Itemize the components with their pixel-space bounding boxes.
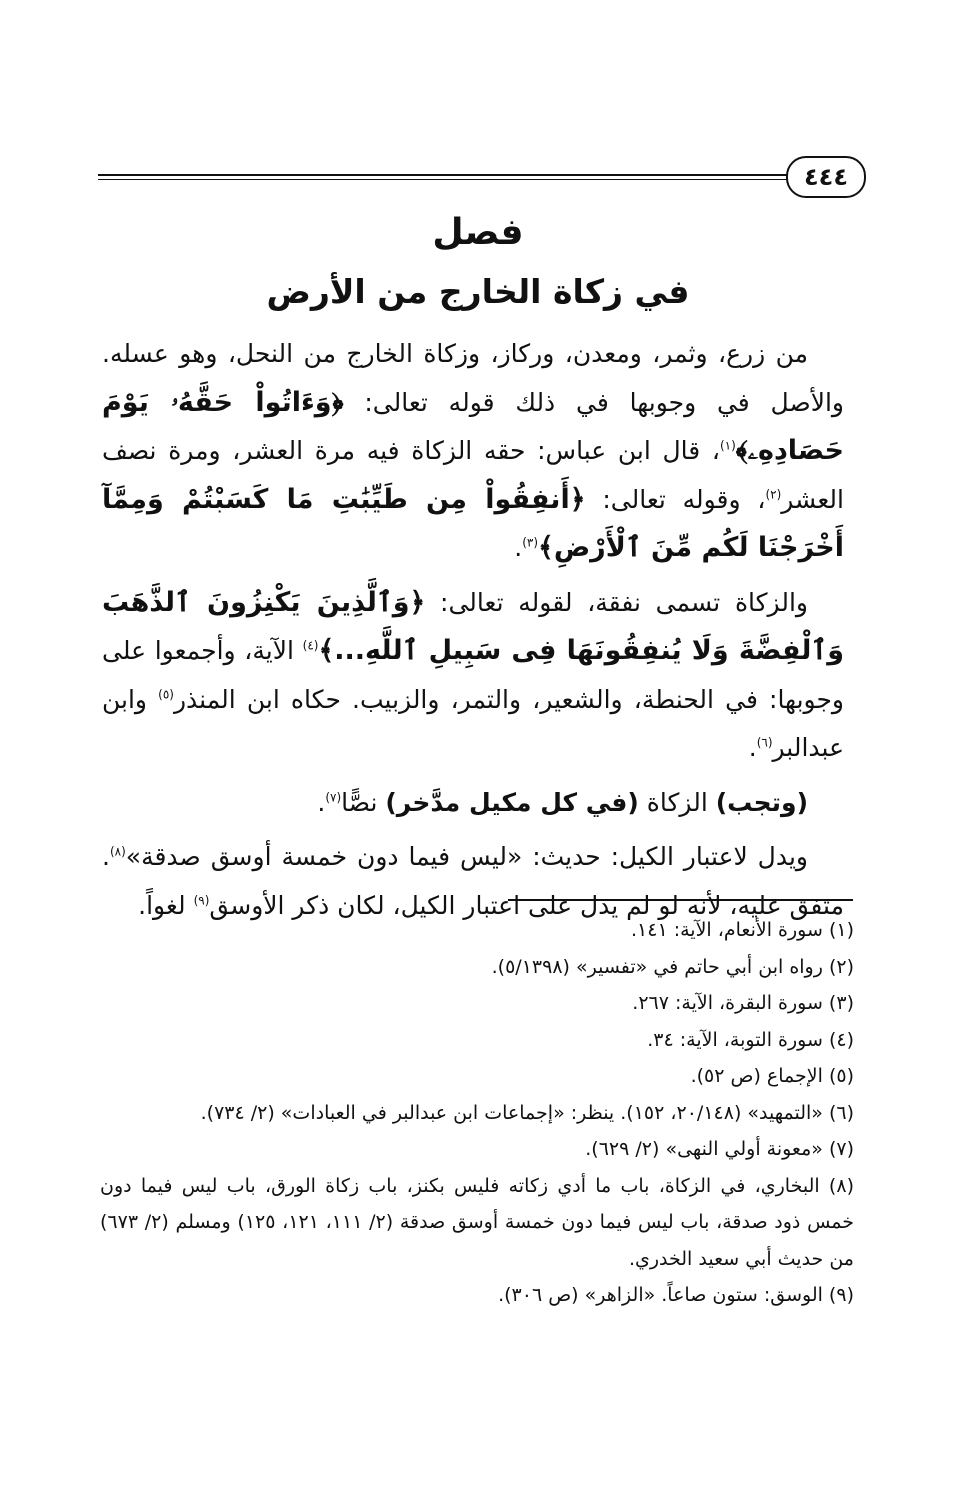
footnote-2: (٢) رواه ابن أبي حاتم في «تفسير» (٥/١٣٩٨). xyxy=(491,955,854,978)
page-number: ٤٤٤ xyxy=(786,156,866,198)
footnote-ref: (٤) xyxy=(302,638,319,653)
paragraph-3: (وتجب) الزكاة (في كل مكيل مدَّخر) نصًّا$^{(٧)}$. xyxy=(317,787,808,817)
paragraph-2: والزكاة تسمى نفقة، لقوله تعالى: ﴿وَٱلَّذِينَ يَكْنِزُونَ ٱلذَّهَبَ وَٱلْفِضَّةَ وَلَا يُنفِقُونَهَا فِى سَبِيلِ ٱللَّهِ...﴾$^{(٤)}$ الآية، وأجمعوا على وجوبها: في الحنطة، والشعير، والتمر، والزبيب. حكاه ابن المنذر$^{(٥)}$ وابن عبدالبر$^{(٦)}$. xyxy=(102,586,844,762)
footnote-ref: (٥) xyxy=(158,687,174,702)
paragraph-1: من زرع، وثمر، ومعدن، وركاز، وزكاة الخارج من النحل، وهو عسله. والأصل في وجوبها في ذلك قوله تعالى: ﴿وَءَاتُواْ حَقَّهُۥ يَوْمَ حَصَادِهِۦ﴾$^{(١)}$، قال ابن عباس: حقه الزكاة فيه مرة العشر، ومرة نصف العشر$^{(٢)}$، وقوله تعالى: ﴿أَنفِقُواْ مِن طَيِّبَٰتِ مَا كَسَبْتُمْ وَمِمَّآ أَخْرَجْنَا لَكُم مِّنَ ٱلْأَرْضِ﴾$^{(٣)}$. xyxy=(102,339,844,563)
footnote-ref: (١) xyxy=(719,438,736,453)
footnote-9: (٩) الوسق: ستون صاعاً. «الزاهر» (ص ٣٠٦). xyxy=(498,1284,854,1306)
quran-verse: ﴿وَءَاتُواْ حَقَّهُۥ يَوْمَ حَصَادِهِۦ﴾ xyxy=(102,386,844,466)
quran-verse: ﴿أَنفِقُواْ مِن طَيِّبَٰتِ مَا كَسَبْتُمْ وَمِمَّآ أَخْرَجْنَا لَكُم مِّنَ ٱلْأَرْضِ﴾ xyxy=(102,483,844,563)
footnote-6: (٦) «التمهيد» (٢٠/١٤٨، ١٥٢). ينظر: «إجماعات ابن عبدالبر في العبادات» (٢/ ٧٣٤). xyxy=(200,1101,854,1124)
footnote-ref: (٨) xyxy=(109,844,126,859)
footnote-separator xyxy=(508,899,853,901)
header-rule-thin xyxy=(98,179,788,180)
footnote-ref: (٩) xyxy=(193,893,210,908)
footnote-5: (٥) الإجماع (ص ٥٢). xyxy=(690,1065,854,1087)
footnote-ref: (٣) xyxy=(522,535,539,550)
footnote-ref: (٦) xyxy=(756,735,773,750)
section-subtitle: في زكاة الخارج من الأرض xyxy=(266,272,690,311)
footnote-3: (٣) سورة البقرة، الآية: ٢٦٧. xyxy=(632,992,854,1014)
footnote-1: (١) سورة الأنعام، الآية: ١٤١. xyxy=(631,919,854,941)
header-rule xyxy=(98,174,788,176)
footnote-8: (٨) البخاري، في الزكاة، باب ما أدي زكاته فليس بكنز، باب زكاة الورق، باب ليس فيما دون خمس ذود صدقة، باب ليس فيما دون خمسة أوسق صدقة (٢/ ١١١، ١٢١، ١٢٥) ومسلم (٢/ ٦٧٣) من حديث أبي سعيد الخدري. xyxy=(100,1174,855,1270)
footnote-7: (٧) «معونة أولي النهى» (٢/ ٦٢٩). xyxy=(585,1138,854,1160)
section-heading: فصل xyxy=(432,212,524,253)
matn-text: (في كل مكيل مدَّخر) xyxy=(385,787,639,817)
matn-text: (وتجب) xyxy=(715,787,808,817)
footnote-ref: (٢) xyxy=(765,487,782,502)
footnotes xyxy=(100,912,854,1314)
paragraph-4: ويدل لاعتبار الكيل: حديث: «ليس فيما دون خمسة أوسق صدقة»$^{(٨)}$. متفق عليه، لأنه لو لم يدل على اعتبار الكيل، لكان ذكر الأوسق$^{(٩)}$ لغواً. xyxy=(102,842,844,920)
main-text xyxy=(102,330,844,936)
footnote-4: (٤) سورة التوبة، الآية: ٣٤. xyxy=(647,1028,854,1051)
footnote-ref: (٧) xyxy=(325,790,342,805)
quran-verse: ﴿وَٱلَّذِينَ يَكْنِزُونَ ٱلذَّهَبَ وَٱلْفِضَّةَ وَلَا يُنفِقُونَهَا فِى سَبِيلِ ٱللَّهِ...﴾ xyxy=(102,586,844,666)
